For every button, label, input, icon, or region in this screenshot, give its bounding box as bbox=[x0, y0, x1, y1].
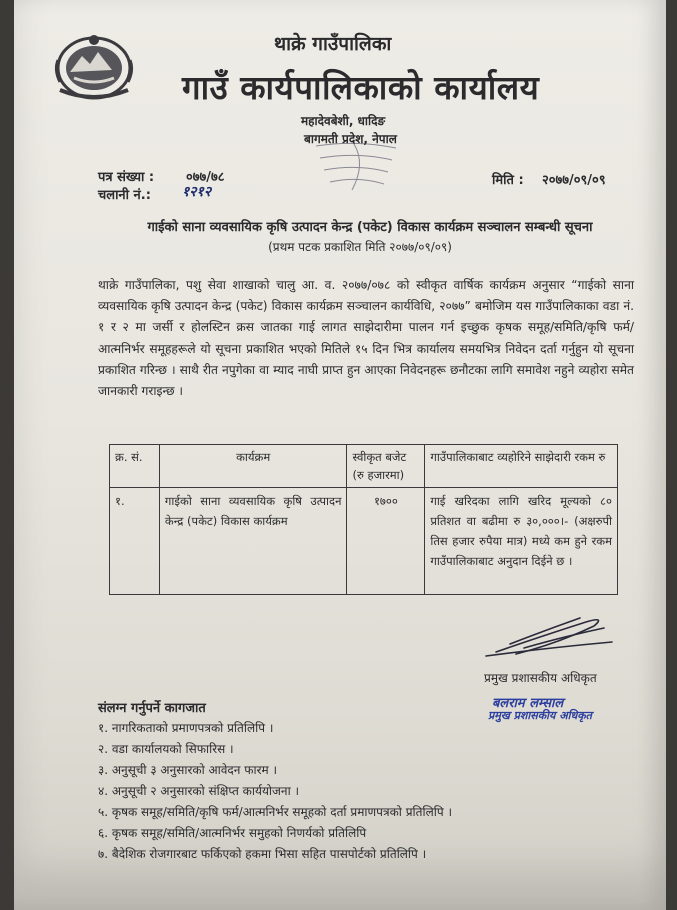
reference-number-label: पत्र संख्या : bbox=[98, 170, 155, 185]
dispatch-number-label: चलानी नं.: bbox=[98, 188, 151, 203]
date-value: २०७७/०९/०९ bbox=[542, 173, 606, 188]
cell-program: गाईको साना व्यवसायिक कृषि उत्पादन केन्द्र (पकेट) विकास कार्यक्रम bbox=[159, 488, 347, 595]
cell-budget: १७०० bbox=[347, 488, 425, 595]
date-label: मिति : bbox=[492, 173, 524, 188]
col-header-budget: स्वीकृत बजेट (रु हजारमा) bbox=[347, 445, 425, 488]
municipality-name: थाक्रे गाउँपालिका bbox=[274, 33, 392, 55]
reference-number-value: ०७७/७८ bbox=[186, 170, 225, 185]
attachments-heading: संलग्न गर्नुपर्ने कागजात bbox=[98, 701, 206, 716]
col-header-share: गाउँपालिकाबाट व्यहोरिने साझेदारी रकम रु bbox=[425, 445, 618, 488]
document-page bbox=[14, 0, 666, 910]
table-header-row bbox=[110, 445, 618, 488]
list-item: ४. अनुसूची २ अनुसारको संक्षिप्त कार्ययोजना । bbox=[98, 784, 300, 798]
col-header-sn: क्र. सं. bbox=[110, 445, 160, 488]
table-row bbox=[110, 488, 618, 595]
officer-title-stamp: प्रमुख प्रशासकीय अधिकृत bbox=[488, 709, 592, 722]
notice-title: गाईको साना व्यवसायिक कृषि उत्पादन केन्द्र (पकेट) विकास कार्यक्रम सञ्चालन सम्बन्धी सूचना bbox=[147, 220, 593, 235]
office-seal-stamp bbox=[296, 140, 414, 194]
office-title: गाउँ कार्यपालिकाको कार्यालय bbox=[182, 68, 540, 107]
list-item: २. वडा कार्यालयको सिफारिस । bbox=[98, 742, 234, 756]
address-line-1: महादेवबेशी, धादिङ bbox=[301, 114, 386, 128]
program-table bbox=[109, 444, 618, 595]
address-line-2: बागमती प्रदेश, नेपाल bbox=[304, 132, 397, 146]
cell-sn: १. bbox=[110, 488, 160, 595]
list-item: ३. अनुसूची ३ अनुसारको आवेदन फारम । bbox=[98, 763, 278, 777]
list-item: ७. बैदेशिक रोजगारबाट फर्किएको हकमा भिसा सहित पासपोर्टको प्रतिलिपि । bbox=[98, 847, 427, 861]
officer-name-stamp: बलराम लम्साल bbox=[492, 696, 564, 711]
notice-body: थाक्रे गाउँपालिका, पशु सेवा शाखाको चालु आ. व. २०७७/०७८ को स्वीकृत वार्षिक कार्यक्रम अनुसार “गाईको साना व्यवसायिक कृषि उत्पादन केन्द्र (पकेट) विकास कार्यक्रम सञ्चालन कार्यविधि, २०७७” बमोजिम यस गाउँपालिकाका वडा नं. १ र २ मा जर्सी र होलस्टिन क्रस जातका गाई लागत साझेदारीमा पालन गर्न इच्छुक कृषक समूह/समिति/कृषि फर्म/आत्मनिर्भर समूहहरूले यो सूचना प्रकाशित भएको मितिले १५ दिन भित्र कार्यालय समयभित्र निवेदन दर्ता गर्नुहुन यो सूचना प्रकाशित गरिन्छ । साथै रीत नपुगेका वा म्याद नाघी प्राप्त हुन आएका निवेदनहरू छनौटका लागि समावेश नहुने व्यहोरा समेत जानकारी गराइन्छ । bbox=[98, 278, 634, 399]
list-item: १. नागरिकताको प्रमाणपत्रको प्रतिलिपि । bbox=[98, 721, 274, 735]
list-item: ६. कृषक समूह/समिति/आत्मनिर्भर समुहको निणर्यको प्रतिलिपि bbox=[98, 826, 367, 840]
notice-published-date: (प्रथम पटक प्रकाशित मिति २०७७/०९/०९) bbox=[268, 240, 452, 254]
attachments-list bbox=[98, 718, 452, 865]
nepal-emblem-icon bbox=[52, 30, 136, 104]
col-header-program: कार्यक्रम bbox=[159, 445, 347, 488]
signatory-title: प्रमुख प्रशासकीय अधिकृत bbox=[484, 671, 597, 685]
list-item: ५. कृषक समूह/समिति/कृषि फर्म/आत्मनिर्भर समूहको दर्ता प्रमाणपत्रको प्रतिलिपि । bbox=[98, 805, 453, 819]
cell-share: गाई खरिदका लागि खरिद मूल्यको ८० प्रतिशत वा बढीमा रु ३०,०००।- (अक्षरुपी तिस हजार रुपैया मात्र) मध्ये कम हुने रकम गाउँपालिकाबाट अनुदान दिईने छ । bbox=[425, 488, 618, 595]
dispatch-number-value: १२१२ bbox=[182, 184, 212, 200]
signature-scribble bbox=[476, 608, 616, 660]
